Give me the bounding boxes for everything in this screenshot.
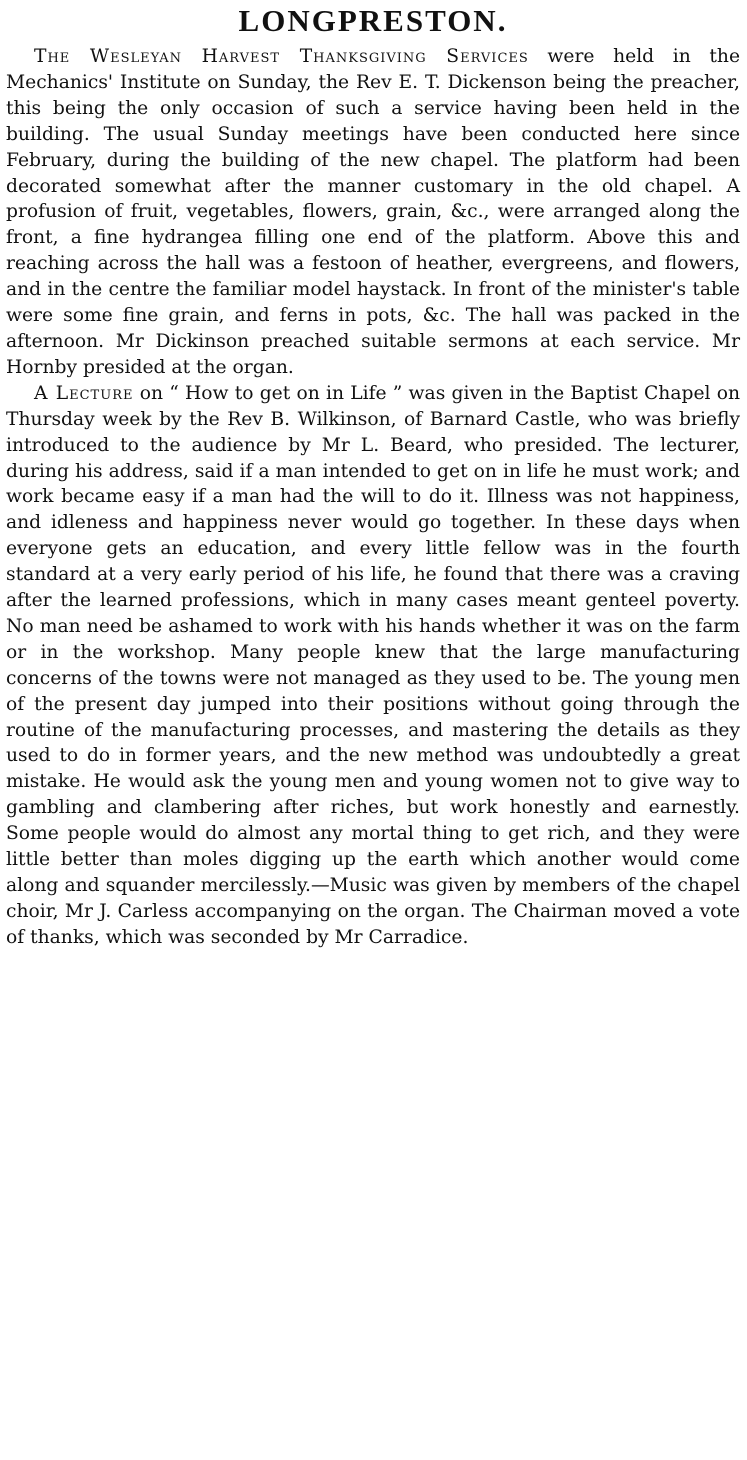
article-paragraph-lecture <box>6 381 740 951</box>
paragraph-body: on “ How to get on in Life ” was given in the Baptist Chapel on Thursday week by the Rev B. Wilkinson, of Barnard Castle, who was briefly introduced to the audience by Mr L. Beard, who presided. The lecturer, during his address, said if a man intended to get on in life he must work; and work became easy if a man had the will to do it. Illness was not happiness, and idleness and happiness never would go together. In these days when everyone gets an education, and every little fellow was in the fourth standard at a very early period of his life, he found that there was a craving after the learned professions, which in many cases meant genteel poverty. No man need be ashamed to work with his hands whether it was on the farm or in the workshop. Many people knew that the large manufacturing concerns of the towns were not managed as they used to be. The young men of the present day jumped into their positions without going through the routine of the manufacturing processes, and mastering the details as they used to do in former years, and the new method was undoubtedly a great mistake. He would ask the young men and young women not to give way to gambling and clambering after riches, but work honestly and earnestly. Some people would do almost any mortal thing to get rich, and they were little better than moles digging up the earth which another would come along and squander mercilessly.—Music was given by members of the chapel choir, Mr J. Carless accompanying on the organ. The Chairman moved a vote of thanks, which was seconded by Mr Carradice. <box>6 382 740 948</box>
paragraph-body: were held in the Mechanics' Institute on Sunday, the Rev E. T. Dickenson being the preacher, this being the only occasion of such a service having been held in the building. The usual Sunday meetings have been conducted here since February, during the building of the new chapel. The platform had been decorated somewhat after the manner customary in the old chapel. A profusion of fruit, vegetables, flowers, grain, &c., were arranged along the front, a fine hydrangea filling one end of the platform. Above this and reaching across the hall was a festoon of heather, evergreens, and flowers, and in the centre the familiar model haystack. In front of the minister's table were some fine grain, and ferns in pots, &c. The hall was packed in the afternoon. Mr Dickinson preached suitable sermons at each service. Mr Hornby presided at the organ. <box>6 46 740 378</box>
paragraph-lead-in: A Lecture <box>34 382 134 404</box>
article-headline: LONGPRESTON. <box>238 3 508 38</box>
paragraph-lead-in: The Wesleyan Harvest Thanksgiving Services <box>34 46 529 67</box>
article-paragraph-harvest-services <box>6 44 740 381</box>
